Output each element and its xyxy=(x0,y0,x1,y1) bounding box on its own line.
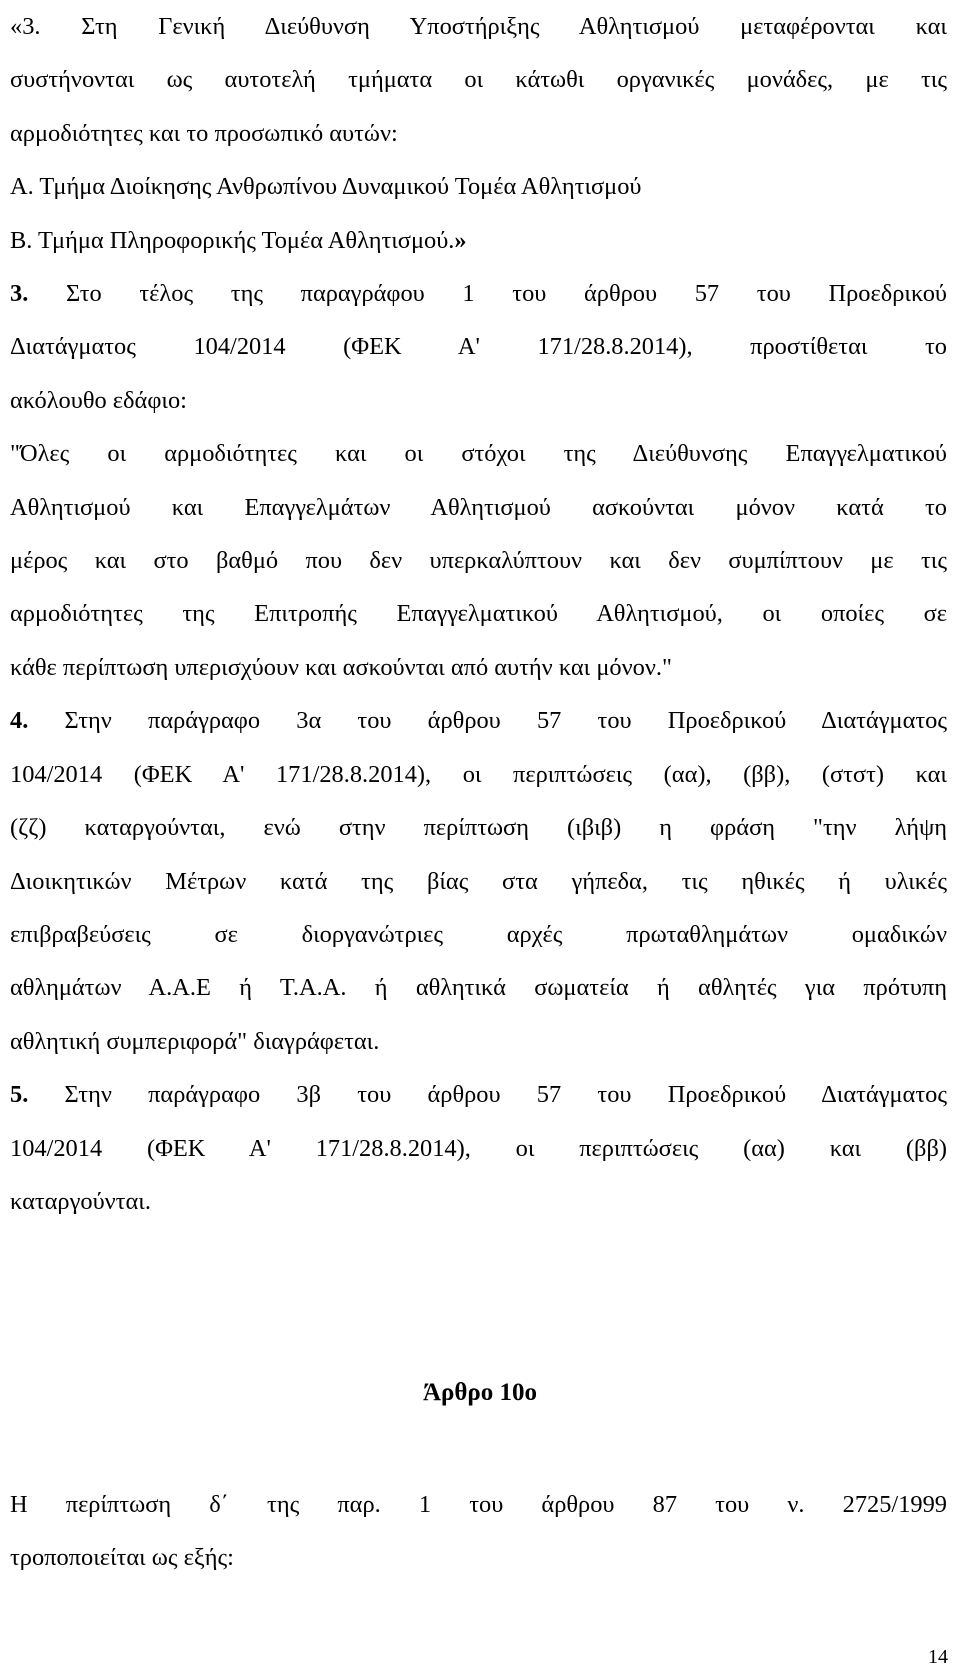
paragraph-4-line: αθλητική συμπεριφορά" διαγράφεται. xyxy=(10,1027,380,1055)
paragraph-4-line: (ζζ) καταργούνται, ενώ στην περίπτωση (ιβιβ) η φράση "την λήψη xyxy=(10,814,947,842)
paragraph-3-line: Διατάγματος 104/2014 (ΦΕΚ Α' 171/28.8.2014), προστίθεται το xyxy=(10,333,947,361)
paragraph-5-line: καταργούνται. xyxy=(10,1187,151,1215)
paragraph-5-line xyxy=(10,1068,947,1121)
text-line: Η περίπτωση δ΄ της παρ. 1 του άρθρου 87 του ν. 2725/1999 xyxy=(10,1491,947,1518)
quote-line: αρμοδιότητες της Επιτροπής Επαγγελματικού Αθλητισμού, οι οποίες σε xyxy=(10,600,947,628)
paragraph-4-line: αθλημάτων Α.Α.Ε ή Τ.Α.Α. ή αθλητικά σωματεία ή αθλητές για πρότυπη xyxy=(10,974,947,1002)
paragraph-number: 5. xyxy=(10,1081,29,1109)
paragraph-number: 4. xyxy=(10,707,29,735)
text-fragment: Β. Τμήμα Πληροφορικής Τομέα Αθλητισμού. xyxy=(10,226,455,254)
text-line: τροποποιείται ως εξής: xyxy=(10,1544,234,1572)
paragraph-4-line: 104/2014 (ΦΕΚ Α' 171/28.8.2014), οι περιπτώσεις (αα), (ββ), (στστ) και xyxy=(10,760,947,788)
quote-line: κάθε περίπτωση υπερισχύουν και ασκούνται από αυτήν και μόνον." xyxy=(10,653,672,681)
paragraph-4-line: επιβραβεύσεις σε διοργανώτριες αρχές πρωταθλημάτων ομαδικών xyxy=(10,920,947,948)
paragraph-4-line xyxy=(10,694,947,747)
text-fragment: Στην παράγραφο 3α του άρθρου 57 του Προεδρικού Διατάγματος xyxy=(64,707,947,735)
text-fragment: Στο τέλος της παραγράφου 1 του άρθρου 57 του Προεδρικού xyxy=(65,280,947,308)
paragraph-3-line xyxy=(10,267,947,320)
quote-line: μέρος και στο βαθμό που δεν υπερκαλύπτουν και δεν συμπίπτουν με τις xyxy=(10,547,947,575)
paragraph-5-line: 104/2014 (ΦΕΚ Α' 171/28.8.2014), οι περιπτώσεις (αα) και (ββ) xyxy=(10,1134,947,1162)
page-number: 14 xyxy=(928,1646,948,1668)
text-fragment: Στην παράγραφο 3β του άρθρου 57 του Προεδρικού Διατάγματος xyxy=(64,1081,947,1109)
text-line: αρμοδιότητες και το προσωπικό αυτών: xyxy=(10,119,398,147)
paragraph-number: 3. xyxy=(10,280,29,308)
text-line xyxy=(10,214,947,267)
quote-line: "Όλες οι αρμοδιότητες και οι στόχοι της Διεύθυνσης Επαγγελματικού xyxy=(10,440,947,468)
article-title: Άρθρο 10ο xyxy=(422,1379,538,1406)
document-body xyxy=(10,0,947,1228)
text-line: «3. Στη Γενική Διεύθυνση Υποστήριξης Αθλητισμού μεταφέρονται και xyxy=(10,13,947,40)
closing-quote-mark: » xyxy=(454,226,467,254)
quote-line: Αθλητισμού και Επαγγελμάτων Αθλητισμού ασκούνται μόνον κατά το xyxy=(10,493,947,521)
article-10-body xyxy=(10,1478,947,1585)
paragraph-4-line: Διοικητικών Μέτρων κατά της βίας στα γήπεδα, τις ηθικές ή υλικές xyxy=(10,867,947,895)
text-line: συστήνονται ως αυτοτελή τμήματα οι κάτωθι οργανικές μονάδες, με τις xyxy=(10,66,947,94)
text-line: Α. Τμήμα Διοίκησης Ανθρωπίνου Δυναμικού Τομέα Αθλητισμού xyxy=(10,173,642,201)
paragraph-3-line: ακόλουθο εδάφιο: xyxy=(10,386,187,414)
